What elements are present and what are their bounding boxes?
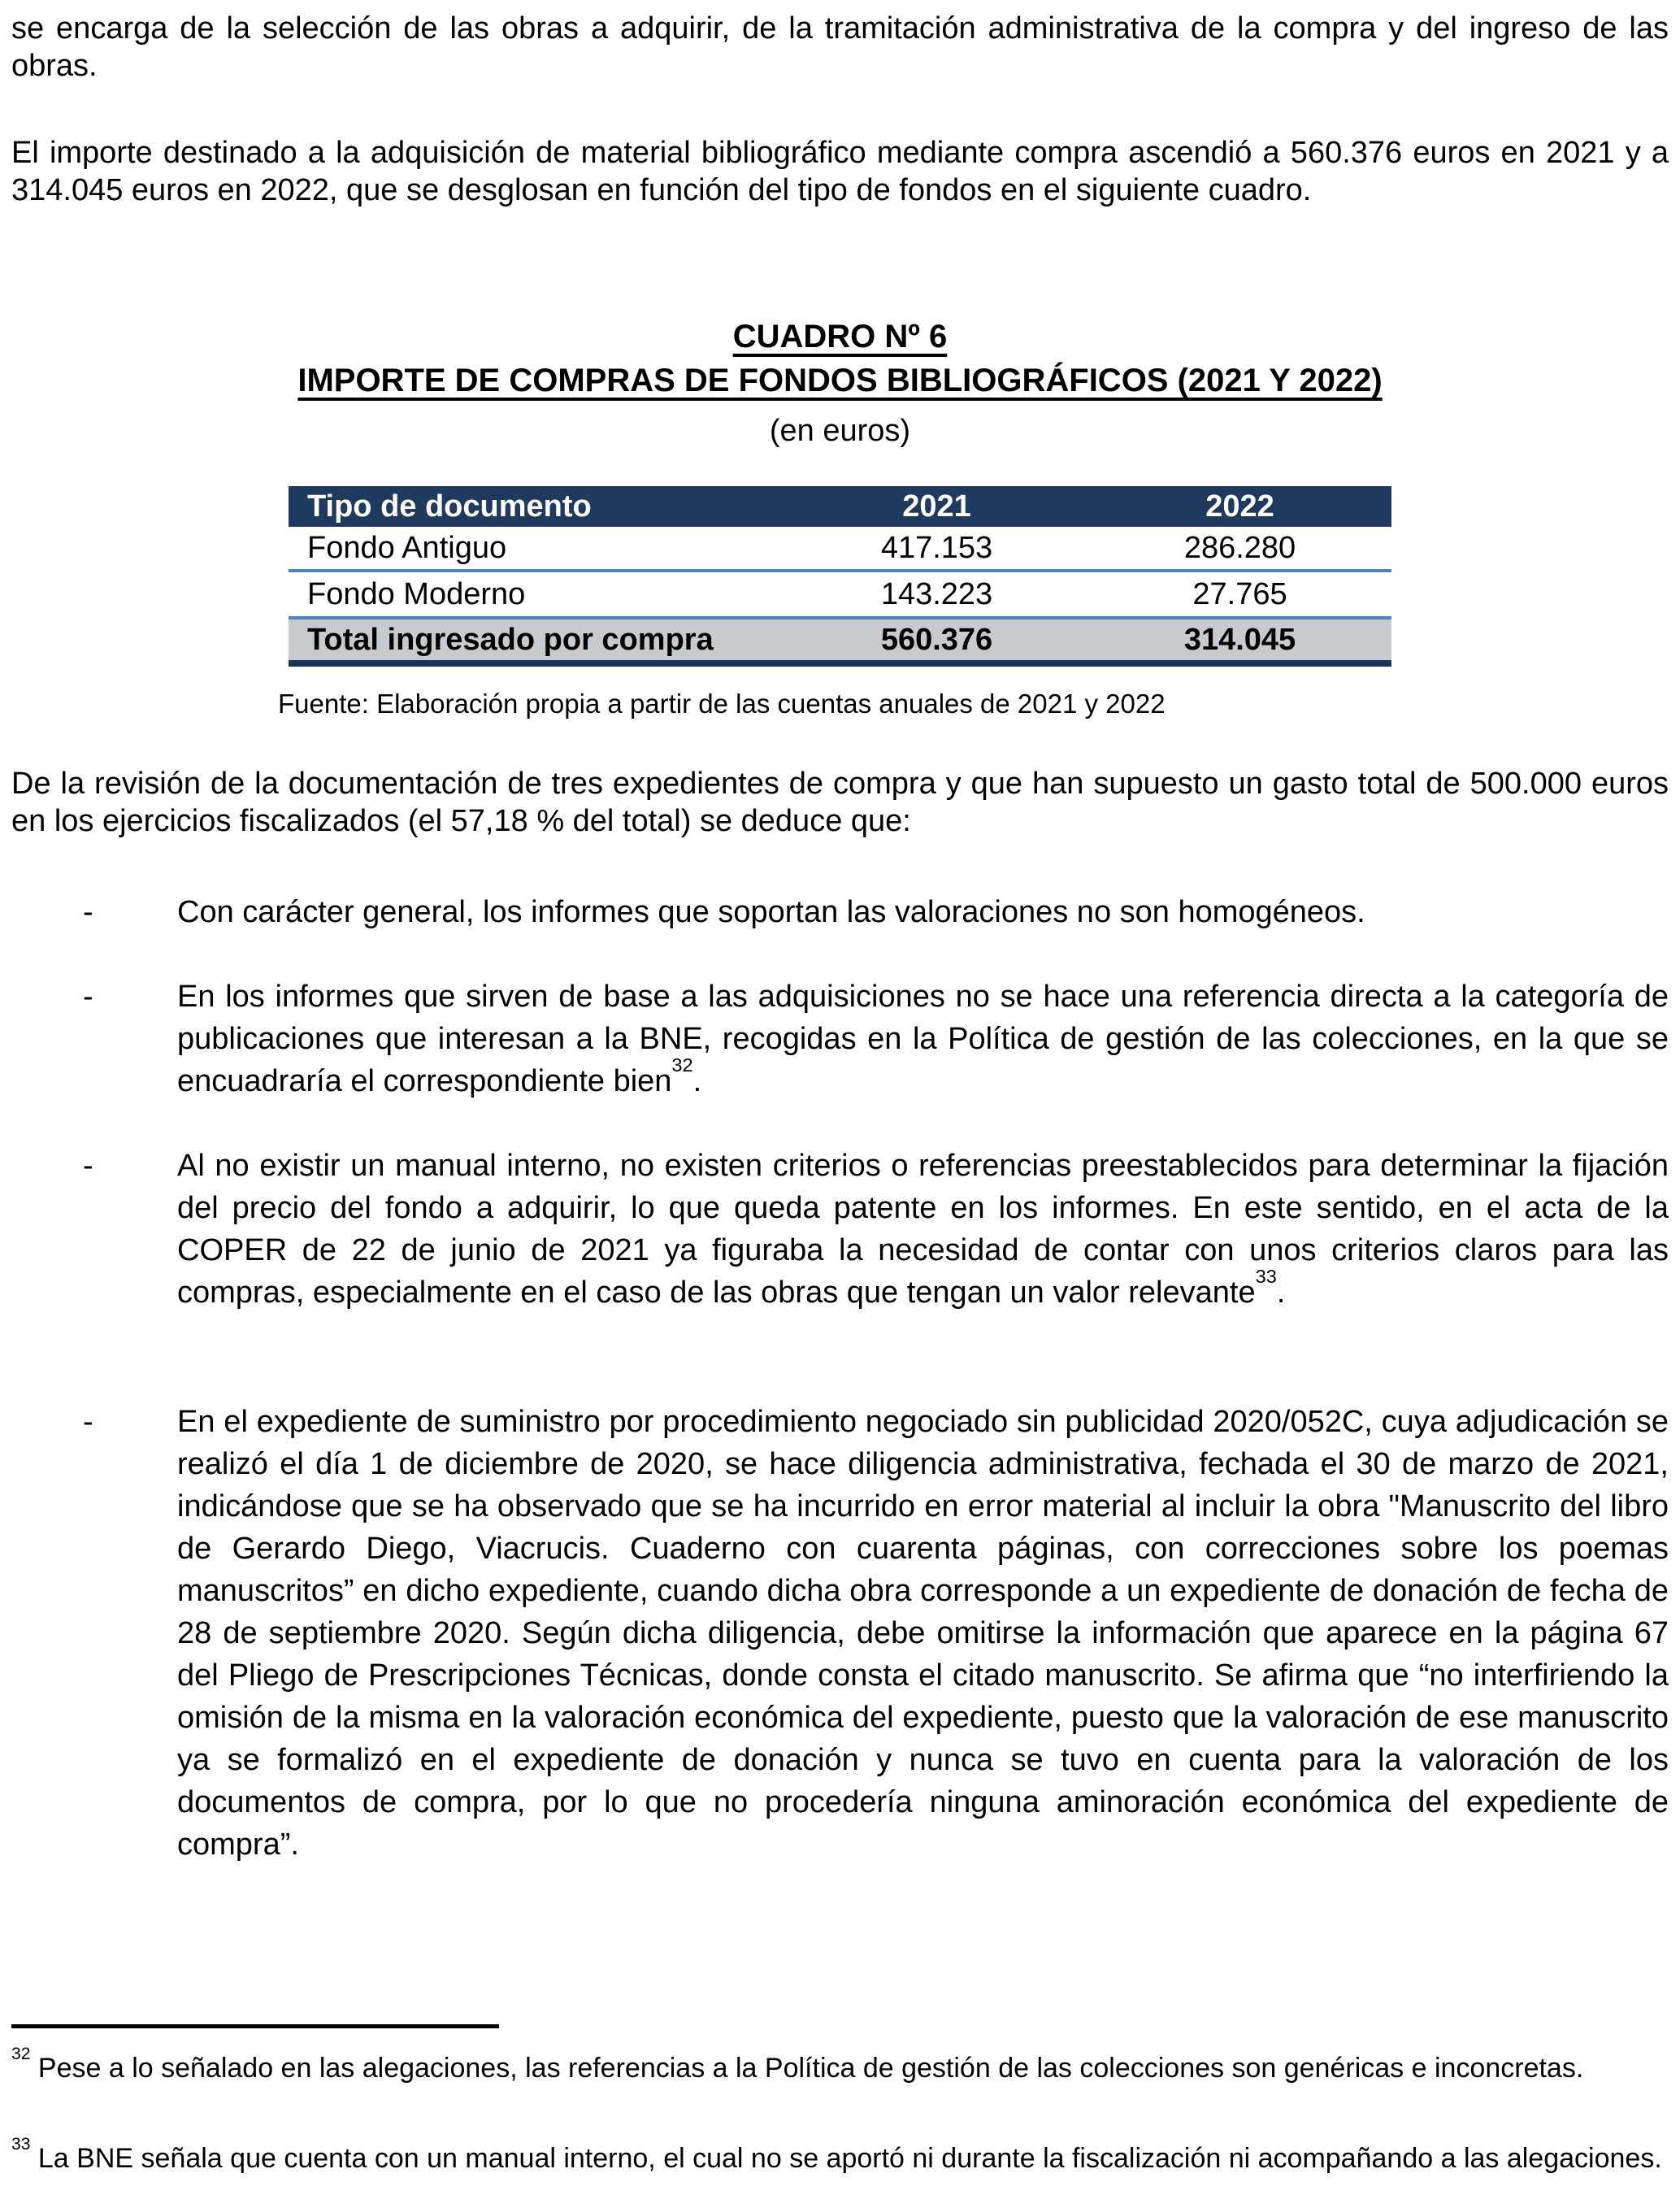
data-table [289, 486, 1391, 667]
bullet-marker: - [83, 1405, 93, 1439]
cell-value-2022: 286.280 [1088, 527, 1391, 571]
table-title-units: (en euros) [769, 414, 911, 448]
cell-total-2021: 560.376 [785, 618, 1088, 663]
bullet-item-informes-homogeneos: Con carácter general, los informes que soportan las valoraciones no son homogéneos. [177, 895, 1365, 929]
paragraph-importe-compras: El importe destinado a la adquisición de material bibliográfico mediante compra ascendió a 560.376 euros en 2021 y a 314.045 euros en 2022, que se desglosan en función del tipo de fondos en el siguiente cuadro. [11, 136, 1669, 207]
cell-label: Fondo Moderno [289, 571, 785, 618]
footnote-33-text: La BNE señala que cuenta con un manual interno, el cual no se aportó ni durante la fiscalización ni acompañando a las alegaciones. [30, 2143, 1662, 2174]
table-title-number [11, 318, 1669, 355]
table-header-2021: 2021 [785, 486, 1088, 527]
paragraph-intro: se encarga de la selección de las obras a adquirir, de la tramitación administrativa de la compra y del ingreso de las obras. [11, 11, 1669, 83]
bullet-text-segment: . [692, 1064, 702, 1098]
footnote-32-number: 32 [11, 2045, 31, 2064]
bullet-text-segment: En los informes que sirven de base a las adquisiciones no se hace una referencia directa a la categoría de publicaciones que interesan a la BNE, recogidas en la Política de gestión de las colecciones, en la que se encuadraría el correspondiente bien [177, 980, 1669, 1098]
bullet-item-expediente-suministro: En el expediente de suministro por procedimiento negociado sin publicidad 2020/052C, cuya adjudicación se realizó el día 1 de diciembre de 2020, se hace diligencia administrativa, fechada el 30 de marzo de 2021, indicándose que se ha observado que se ha incurrido en error material al incluir la obra "Manuscrito del libro de Gerardo Diego, Viacrucis. Cuaderno con cuarenta páginas, con correcciones sobre los poemas manuscritos” en dicho expediente, cuando dicha obra corresponde a un expediente de donación de fecha de 28 de septiembre 2020. Según dicha diligencia, debe omitirse la información que aparece en la página 67 del Pliego de Prescripciones Técnicas, donde consta el citado manuscrito. Se afirma que “no interfiriendo la omisión de la misma en la valoración económica del expediente, puesto que la valoración de ese manuscrito ya se formalizó en el expediente de donación y nunca se tuvo en cuenta para la valoración de los documentos de compra, por lo que no procedería ninguna aminoración económica del expediente de compra”. [177, 1405, 1669, 1862]
table-row-fondo-moderno [289, 571, 1391, 618]
footnote-ref-33: 33 [1255, 1265, 1277, 1287]
bullet-text-segment: Al no existir un manual interno, no existen criterios o referencias preestablecidos para determinar la fijación del precio del fondo a adquirir, lo que queda patente en los informes. En este sentido, en el acta de la COPER de 22 de junio de 2021 ya figuraba la necesidad de contar con unos criterios claros para las compras, especialmente en el caso de las obras que tengan un valor relevante [177, 1149, 1669, 1310]
table-header-row [289, 486, 1391, 527]
bullet-marker: - [83, 895, 93, 929]
table-header-2022: 2022 [1088, 486, 1391, 527]
table-source-note: Fuente: Elaboración propia a partir de las cuentas anuales de 2021 y 2022 [278, 689, 1166, 719]
bullet-marker: - [83, 1149, 93, 1183]
table-header-tipo: Tipo de documento [289, 486, 785, 527]
bullet-item-referencia-politica [177, 976, 1669, 1102]
footnote-33-number: 33 [11, 2135, 31, 2154]
footnote-ref-32: 32 [671, 1054, 693, 1076]
footnote-32 [11, 2045, 1669, 2087]
footnote-separator-rule [11, 2024, 499, 2028]
cell-value-2021: 143.223 [785, 571, 1088, 618]
table-title-caption [11, 362, 1669, 399]
cell-total-label: Total ingresado por compra [289, 618, 785, 663]
table-title-number-text: CUADRO Nº 6 [732, 319, 948, 354]
cell-value-2021: 417.153 [785, 527, 1088, 571]
table-title-caption-text: IMPORTE DE COMPRAS DE FONDOS BIBLIOGRÁFICOS (2021 Y 2022) [297, 363, 1383, 398]
cell-label: Fondo Antiguo [289, 527, 785, 571]
bullet-item-manual-interno [177, 1145, 1669, 1314]
footnote-32-text: Pese a lo señalado en las alegaciones, las referencias a la Política de gestión de las colecciones son genéricas e inconcretas. [30, 2053, 1584, 2084]
table-row-total [289, 618, 1391, 663]
bullet-text-segment: . [1276, 1276, 1286, 1310]
footnote-33 [11, 2135, 1669, 2177]
table-row-fondo-antiguo [289, 527, 1391, 571]
bullet-marker: - [83, 980, 93, 1014]
paragraph-revision: De la revisión de la documentación de tres expedientes de compra y que han supuesto un gasto total de 500.000 euros en los ejercicios fiscalizados (el 57,18 % del total) se deduce que: [11, 767, 1669, 838]
cell-value-2022: 27.765 [1088, 571, 1391, 618]
cell-total-2022: 314.045 [1088, 618, 1391, 663]
